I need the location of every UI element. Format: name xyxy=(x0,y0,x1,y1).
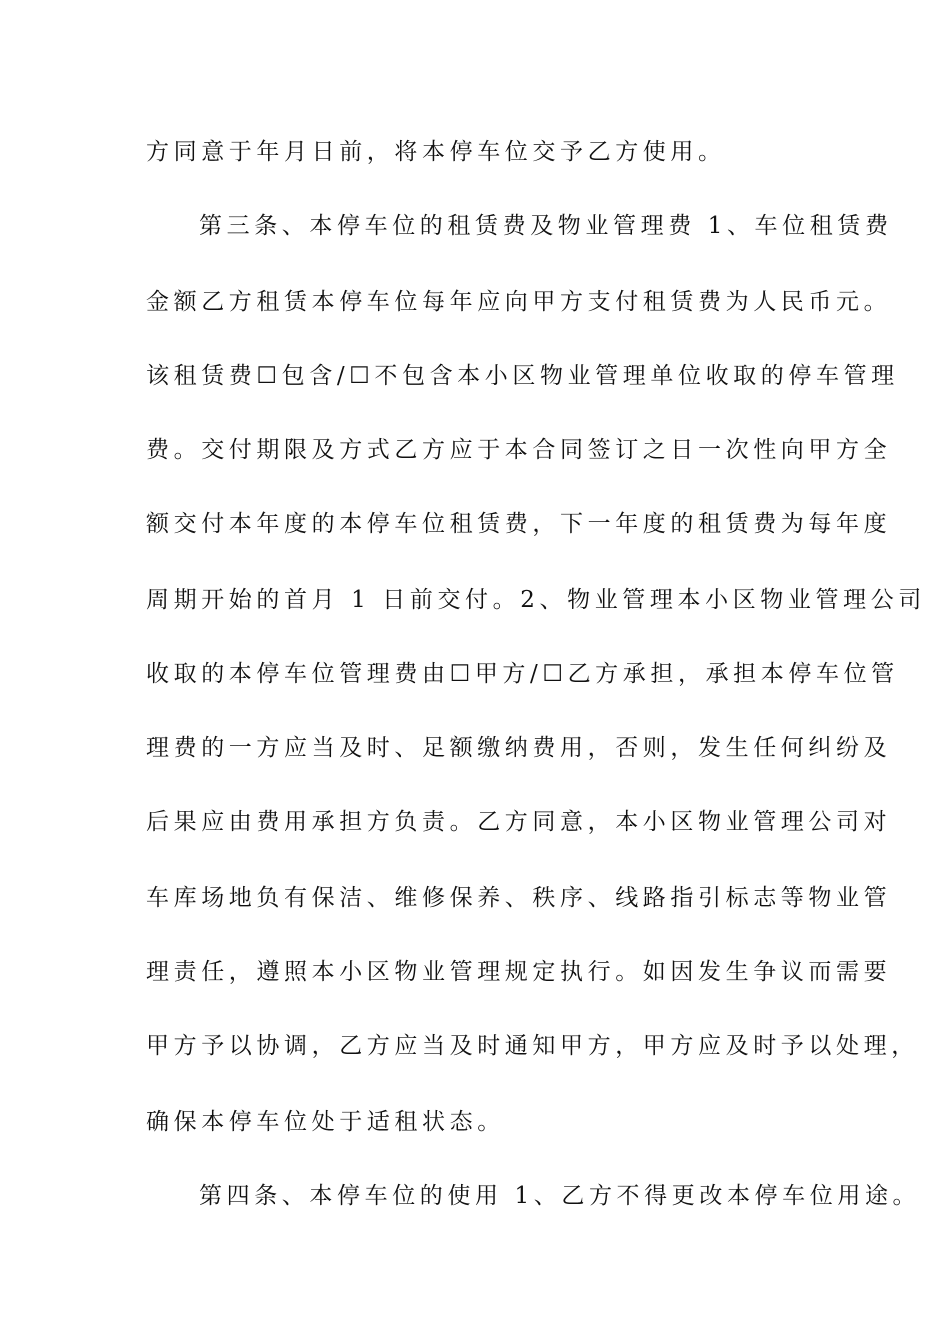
text-line-12: 理责任，遵照本小区物业管理规定执行。如因发生争议而需要 xyxy=(146,959,892,985)
text-line-9: 理费的一方应当及时、足额缴纳费用，否则，发生任何纠纷及 xyxy=(146,735,892,761)
text-line-10: 后果应由费用承担方负责。乙方同意，本小区物业管理公司对 xyxy=(146,809,892,835)
text-line-3: 金额乙方租赁本停车位每年应向甲方支付租赁费为人民币元。 xyxy=(146,289,892,315)
text-line-4: 该租赁费☐包含/☐不包含本小区物业管理单位收取的停车管理 xyxy=(146,363,899,389)
text-line-15: 第四条、本停车位的使用 1、乙方不得更改本停车位用途。 xyxy=(199,1183,921,1209)
text-line-1: 方同意于年月日前，将本停车位交予乙方使用。 xyxy=(146,139,726,165)
text-line-5: 费。交付期限及方式乙方应于本合同签订之日一次性向甲方全 xyxy=(146,437,892,463)
text-line-2: 第三条、本停车位的租赁费及物业管理费 1、车位租赁费 xyxy=(199,213,893,239)
text-line-13: 甲方予以协调，乙方应当及时通知甲方，甲方应及时予以处理， xyxy=(146,1033,919,1059)
text-line-14: 确保本停车位处于适租状态。 xyxy=(146,1109,505,1135)
text-line-11: 车库场地负有保洁、维修保养、秩序、线路指引标志等物业管 xyxy=(146,885,892,911)
text-line-8: 收取的本停车位管理费由☐甲方/☐乙方承担，承担本停车位管 xyxy=(146,661,899,687)
text-line-6: 额交付本年度的本停车位租赁费，下一年度的租赁费为每年度 xyxy=(146,511,892,537)
text-line-7: 周期开始的首月 1 日前交付。2、物业管理本小区物业管理公司 xyxy=(146,587,926,613)
